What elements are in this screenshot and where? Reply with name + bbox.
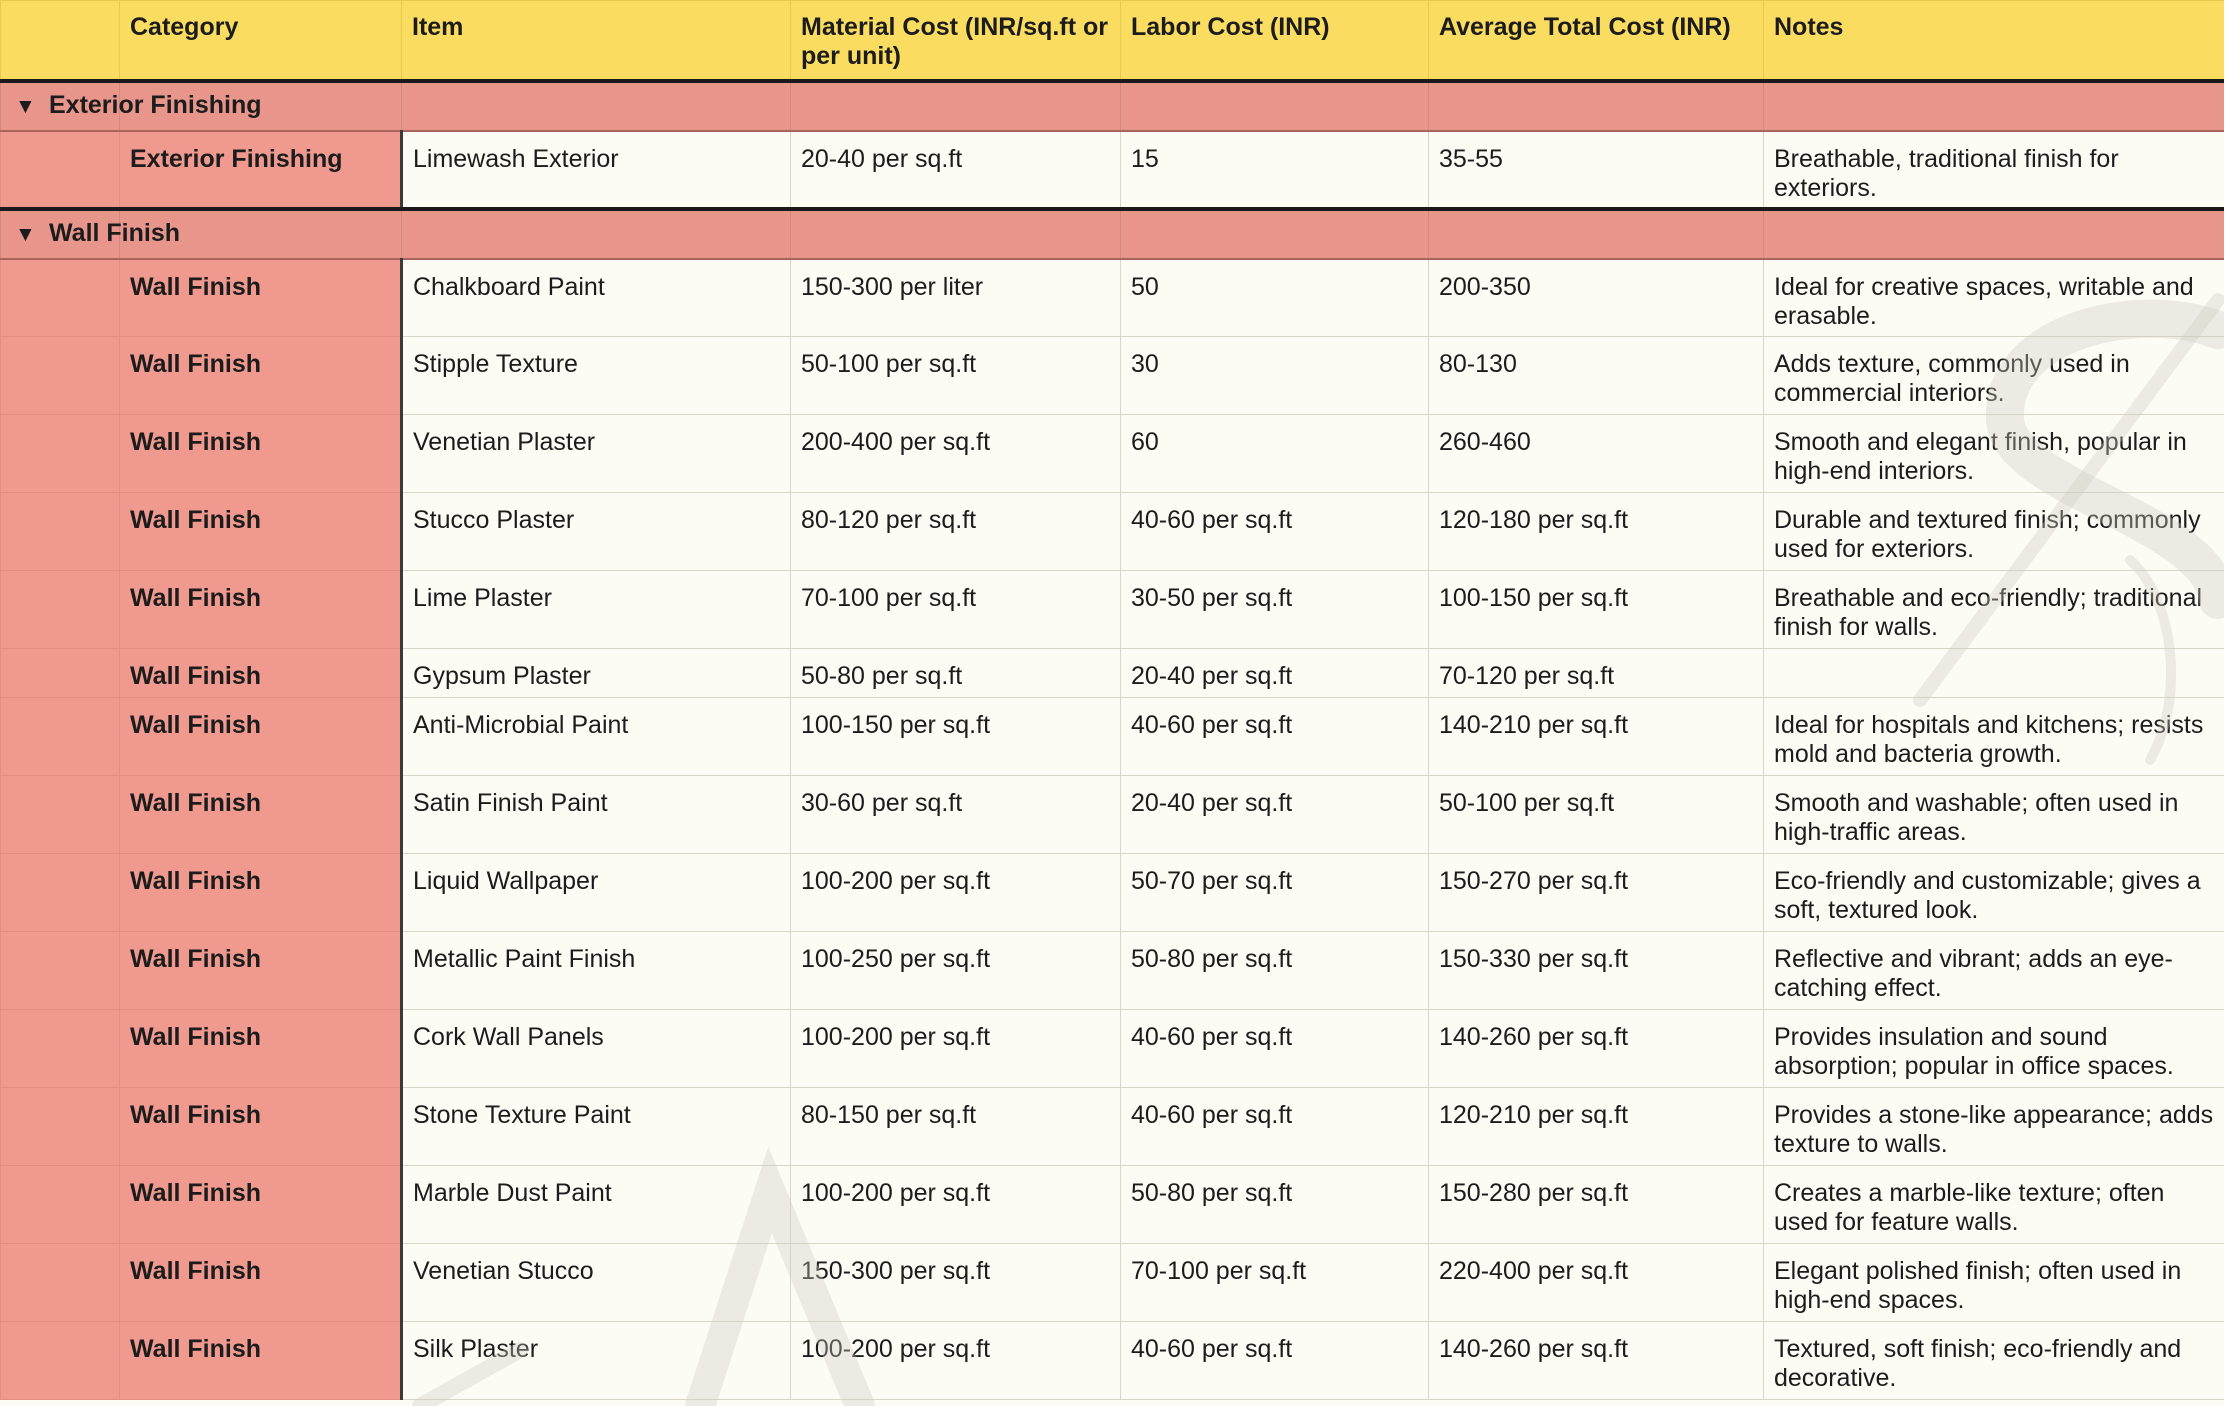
cell-labor-cost[interactable]: 50-70 per sq.ft xyxy=(1121,854,1429,932)
cell-labor-cost[interactable]: 15 xyxy=(1121,131,1429,209)
cell-average-total-cost[interactable]: 120-210 per sq.ft xyxy=(1429,1088,1764,1166)
cell-category[interactable]: Wall Finish xyxy=(120,1166,402,1244)
group-row-cell[interactable] xyxy=(1429,81,1764,131)
header-cell-item[interactable]: Item xyxy=(402,1,791,81)
table-row xyxy=(1,776,2225,854)
cell-notes[interactable]: Ideal for creative spaces, writable and erasable. xyxy=(1764,259,2225,337)
cell-notes[interactable]: Provides a stone-like appearance; adds texture to walls. xyxy=(1764,1088,2225,1166)
cell-item[interactable]: Stucco Plaster xyxy=(402,493,791,571)
group-row-cell[interactable] xyxy=(402,209,791,259)
cell-category[interactable]: Wall Finish xyxy=(120,259,402,337)
row-gutter-cell[interactable] xyxy=(1,776,120,854)
row-gutter-cell[interactable] xyxy=(1,493,120,571)
cell-average-total-cost[interactable]: 80-130 xyxy=(1429,337,1764,415)
table-row xyxy=(1,259,2225,337)
cell-category[interactable]: Wall Finish xyxy=(120,493,402,571)
cell-notes[interactable]: Breathable and eco-friendly; traditional finish for walls. xyxy=(1764,571,2225,649)
cell-category[interactable]: Wall Finish xyxy=(120,1244,402,1322)
table-row xyxy=(1,571,2225,649)
cell-labor-cost[interactable]: 30 xyxy=(1121,337,1429,415)
cell-category[interactable]: Exterior Finishing xyxy=(120,131,402,209)
group-row-cell[interactable] xyxy=(1764,209,2225,259)
group-row[interactable] xyxy=(1,209,2225,259)
cell-category[interactable]: Wall Finish xyxy=(120,649,402,698)
cell-material-cost[interactable]: 20-40 per sq.ft xyxy=(791,131,1121,209)
header-cell-category[interactable]: Category xyxy=(120,1,402,81)
header-cell-notes[interactable]: Notes xyxy=(1764,1,2225,81)
cell-notes[interactable]: Creates a marble-like texture; often used for feature walls. xyxy=(1764,1166,2225,1244)
row-gutter-cell[interactable] xyxy=(1,698,120,776)
table-row xyxy=(1,649,2225,698)
row-gutter-cell[interactable] xyxy=(1,131,120,209)
cell-item[interactable]: Silk Plaster xyxy=(402,1322,791,1400)
row-gutter-cell[interactable] xyxy=(1,1244,120,1322)
collapse-triangle-icon[interactable]: ▼ xyxy=(15,223,36,246)
group-title: Exterior Finishing xyxy=(49,91,262,119)
cell-item[interactable]: Limewash Exterior xyxy=(402,131,791,209)
cell-category[interactable]: Wall Finish xyxy=(120,1322,402,1400)
row-gutter-cell[interactable] xyxy=(1,1088,120,1166)
cell-notes[interactable]: Breathable, traditional finish for exteriors. xyxy=(1764,131,2225,209)
cell-labor-cost[interactable]: 70-100 per sq.ft xyxy=(1121,1244,1429,1322)
cell-notes[interactable]: Reflective and vibrant; adds an eye-catching effect. xyxy=(1764,932,2225,1010)
group-header-cell[interactable] xyxy=(1,81,262,131)
header-row xyxy=(1,1,2225,81)
cell-item[interactable]: Lime Plaster xyxy=(402,571,791,649)
cell-material-cost[interactable]: 150-300 per sq.ft xyxy=(791,1244,1121,1322)
cell-material-cost[interactable]: 200-400 per sq.ft xyxy=(791,415,1121,493)
cell-item[interactable]: Stone Texture Paint xyxy=(402,1088,791,1166)
cell-material-cost[interactable]: 50-100 per sq.ft xyxy=(791,337,1121,415)
table-row xyxy=(1,1166,2225,1244)
cell-item[interactable]: Stipple Texture xyxy=(402,337,791,415)
cell-material-cost[interactable]: 100-200 per sq.ft xyxy=(791,854,1121,932)
cell-average-total-cost[interactable]: 150-270 per sq.ft xyxy=(1429,854,1764,932)
group-row-cell[interactable] xyxy=(1121,81,1429,131)
table-body xyxy=(1,81,2225,1400)
cell-item[interactable]: Metallic Paint Finish xyxy=(402,932,791,1010)
cell-material-cost[interactable]: 80-150 per sq.ft xyxy=(791,1088,1121,1166)
cell-category[interactable]: Wall Finish xyxy=(120,776,402,854)
cell-labor-cost[interactable]: 40-60 per sq.ft xyxy=(1121,1088,1429,1166)
cell-material-cost[interactable]: 50-80 per sq.ft xyxy=(791,649,1121,698)
cell-category[interactable]: Wall Finish xyxy=(120,698,402,776)
cell-item[interactable]: Chalkboard Paint xyxy=(402,259,791,337)
cell-material-cost[interactable]: 100-200 per sq.ft xyxy=(791,1010,1121,1088)
cell-average-total-cost[interactable]: 140-260 per sq.ft xyxy=(1429,1322,1764,1400)
cell-material-cost[interactable]: 100-250 per sq.ft xyxy=(791,932,1121,1010)
cell-category[interactable]: Wall Finish xyxy=(120,854,402,932)
header-cell-gutter[interactable] xyxy=(1,1,120,81)
cell-average-total-cost[interactable]: 260-460 xyxy=(1429,415,1764,493)
cell-material-cost[interactable]: 150-300 per liter xyxy=(791,259,1121,337)
table-row xyxy=(1,131,2225,209)
cell-labor-cost[interactable]: 20-40 per sq.ft xyxy=(1121,649,1429,698)
group-row[interactable] xyxy=(1,81,2225,131)
cell-labor-cost[interactable]: 40-60 per sq.ft xyxy=(1121,698,1429,776)
row-gutter-cell[interactable] xyxy=(1,337,120,415)
header-cell-labor-cost[interactable]: Labor Cost (INR) xyxy=(1121,1,1429,81)
cell-item[interactable]: Venetian Plaster xyxy=(402,415,791,493)
table-row xyxy=(1,415,2225,493)
row-gutter-cell[interactable] xyxy=(1,1010,120,1088)
cell-notes[interactable]: Durable and textured finish; commonly used for exteriors. xyxy=(1764,493,2225,571)
cell-item[interactable]: Marble Dust Paint xyxy=(402,1166,791,1244)
cell-labor-cost[interactable]: 60 xyxy=(1121,415,1429,493)
cell-notes[interactable]: Textured, soft finish; eco-friendly and decorative. xyxy=(1764,1322,2225,1400)
group-header-cell[interactable] xyxy=(1,209,181,259)
row-gutter-cell[interactable] xyxy=(1,1322,120,1400)
table-row xyxy=(1,1088,2225,1166)
row-gutter-cell[interactable] xyxy=(1,932,120,1010)
cell-notes[interactable]: Ideal for hospitals and kitchens; resists mold and bacteria growth. xyxy=(1764,698,2225,776)
cell-category[interactable]: Wall Finish xyxy=(120,1010,402,1088)
cell-labor-cost[interactable]: 40-60 per sq.ft xyxy=(1121,493,1429,571)
cell-notes[interactable]: Smooth and washable; often used in high-traffic areas. xyxy=(1764,776,2225,854)
table-row xyxy=(1,698,2225,776)
cell-labor-cost[interactable]: 20-40 per sq.ft xyxy=(1121,776,1429,854)
cell-notes[interactable]: Eco-friendly and customizable; gives a soft, textured look. xyxy=(1764,854,2225,932)
group-row-cell[interactable] xyxy=(1764,81,2225,131)
row-gutter-cell[interactable] xyxy=(1,415,120,493)
cell-item[interactable]: Liquid Wallpaper xyxy=(402,854,791,932)
cell-average-total-cost[interactable]: 220-400 per sq.ft xyxy=(1429,1244,1764,1322)
cell-average-total-cost[interactable]: 140-210 per sq.ft xyxy=(1429,698,1764,776)
cell-item[interactable]: Venetian Stucco xyxy=(402,1244,791,1322)
cell-item[interactable]: Gypsum Plaster xyxy=(402,649,791,698)
group-row-cell[interactable] xyxy=(791,209,1121,259)
cell-notes[interactable]: Elegant polished finish; often used in high-end spaces. xyxy=(1764,1244,2225,1322)
cell-item[interactable]: Anti-Microbial Paint xyxy=(402,698,791,776)
cell-material-cost[interactable]: 100-150 per sq.ft xyxy=(791,698,1121,776)
cell-labor-cost[interactable]: 50 xyxy=(1121,259,1429,337)
cell-material-cost[interactable]: 100-200 per sq.ft xyxy=(791,1322,1121,1400)
cell-notes[interactable]: Provides insulation and sound absorption; popular in office spaces. xyxy=(1764,1010,2225,1088)
cell-category[interactable]: Wall Finish xyxy=(120,415,402,493)
cell-average-total-cost[interactable]: 150-280 per sq.ft xyxy=(1429,1166,1764,1244)
cell-material-cost[interactable]: 100-200 per sq.ft xyxy=(791,1166,1121,1244)
cell-average-total-cost[interactable]: 70-120 per sq.ft xyxy=(1429,649,1764,698)
cell-labor-cost[interactable]: 30-50 per sq.ft xyxy=(1121,571,1429,649)
table-row xyxy=(1,854,2225,932)
cell-category[interactable]: Wall Finish xyxy=(120,1088,402,1166)
group-row-cell[interactable] xyxy=(791,81,1121,131)
table-row xyxy=(1,337,2225,415)
row-gutter-cell[interactable] xyxy=(1,854,120,932)
collapse-triangle-icon[interactable]: ▼ xyxy=(15,95,36,118)
group-row-cell[interactable] xyxy=(1429,209,1764,259)
cell-notes[interactable]: Adds texture, commonly used in commercial interiors. xyxy=(1764,337,2225,415)
table-row xyxy=(1,1244,2225,1322)
cell-average-total-cost[interactable]: 150-330 per sq.ft xyxy=(1429,932,1764,1010)
cell-material-cost[interactable]: 30-60 per sq.ft xyxy=(791,776,1121,854)
cell-category[interactable]: Wall Finish xyxy=(120,337,402,415)
cell-labor-cost[interactable]: 40-60 per sq.ft xyxy=(1121,1322,1429,1400)
group-row-cell[interactable] xyxy=(1121,209,1429,259)
table-row xyxy=(1,1010,2225,1088)
cell-material-cost[interactable]: 70-100 per sq.ft xyxy=(791,571,1121,649)
group-title: Wall Finish xyxy=(49,219,181,247)
row-gutter-cell[interactable] xyxy=(1,649,120,698)
cell-labor-cost[interactable]: 50-80 per sq.ft xyxy=(1121,1166,1429,1244)
cell-average-total-cost[interactable]: 100-150 per sq.ft xyxy=(1429,571,1764,649)
group-row-cell[interactable] xyxy=(402,81,791,131)
cell-item[interactable]: Satin Finish Paint xyxy=(402,776,791,854)
cell-labor-cost[interactable]: 50-80 per sq.ft xyxy=(1121,932,1429,1010)
table-row xyxy=(1,932,2225,1010)
cell-average-total-cost[interactable]: 50-100 per sq.ft xyxy=(1429,776,1764,854)
cell-average-total-cost[interactable]: 200-350 xyxy=(1429,259,1764,337)
cell-labor-cost[interactable]: 40-60 per sq.ft xyxy=(1121,1010,1429,1088)
cell-average-total-cost[interactable]: 120-180 per sq.ft xyxy=(1429,493,1764,571)
cell-item[interactable]: Cork Wall Panels xyxy=(402,1010,791,1088)
row-gutter-cell[interactable] xyxy=(1,259,120,337)
cell-average-total-cost[interactable]: 140-260 per sq.ft xyxy=(1429,1010,1764,1088)
cell-notes[interactable]: Smooth and elegant finish, popular in high-end interiors. xyxy=(1764,415,2225,493)
cell-material-cost[interactable]: 80-120 per sq.ft xyxy=(791,493,1121,571)
header-cell-material-cost[interactable]: Material Cost (INR/sq.ft or per unit) xyxy=(791,1,1121,81)
cell-category[interactable]: Wall Finish xyxy=(120,571,402,649)
header-cell-average-total-cost[interactable]: Average Total Cost (INR) xyxy=(1429,1,1764,81)
row-gutter-cell[interactable] xyxy=(1,571,120,649)
cell-category[interactable]: Wall Finish xyxy=(120,932,402,1010)
cell-average-total-cost[interactable]: 35-55 xyxy=(1429,131,1764,209)
table-row xyxy=(1,493,2225,571)
cell-notes[interactable] xyxy=(1764,649,2225,698)
row-gutter-cell[interactable] xyxy=(1,1166,120,1244)
table-row xyxy=(1,1322,2225,1400)
